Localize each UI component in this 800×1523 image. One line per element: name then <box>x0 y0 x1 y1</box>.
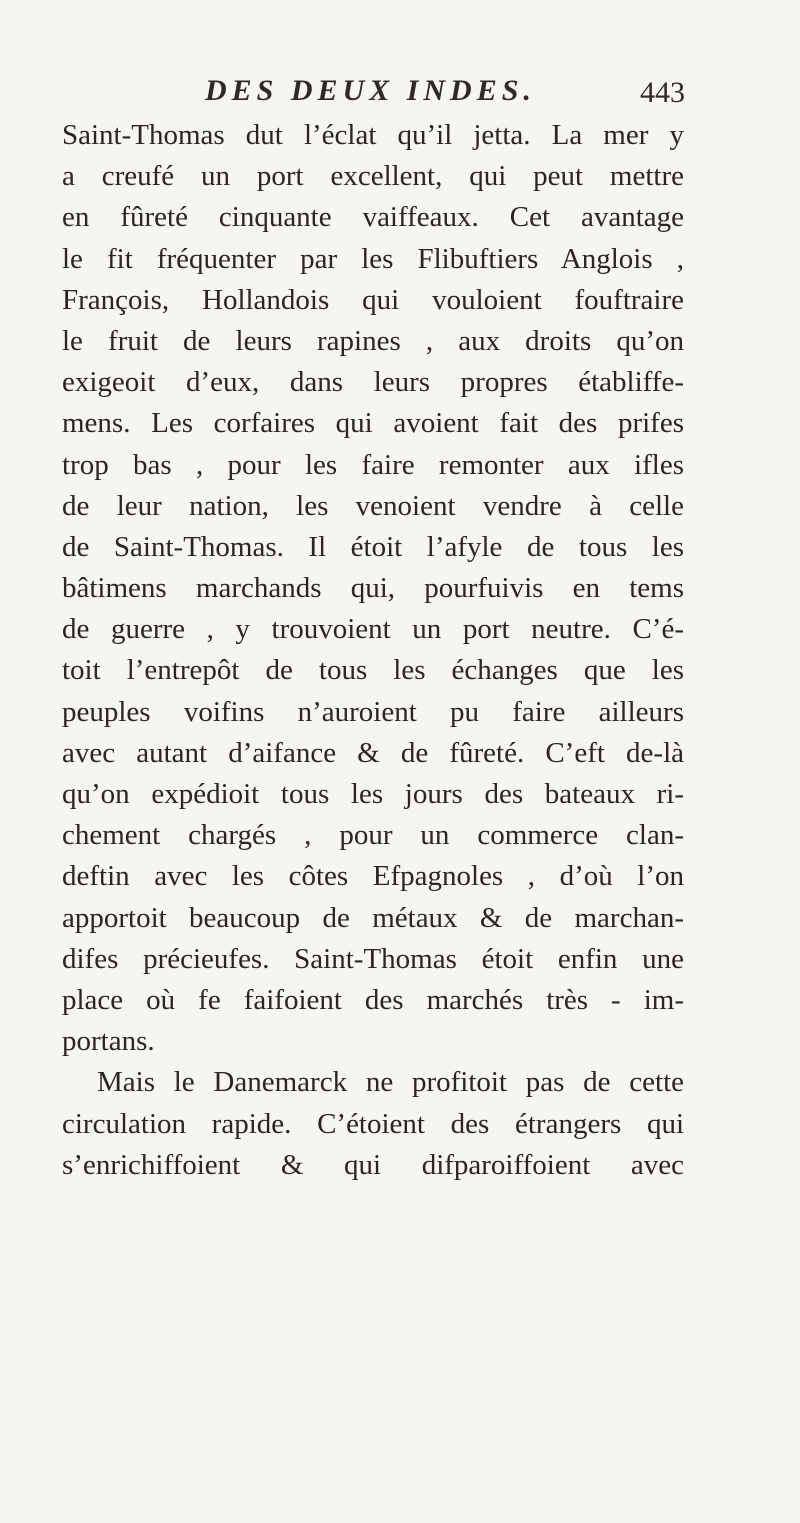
text-line: deftin avec les côtes Efpagnoles , d’où l’on <box>62 860 684 893</box>
text-line: peuples voifins n’auroient pu faire ailleurs <box>62 695 684 728</box>
text-line: exigeoit d’eux, dans leurs propres établiffe- <box>62 366 684 399</box>
text-line: a creufé un port excellent, qui peut mettre <box>62 160 684 193</box>
text-line: François, Hollandois qui vouloient fouftraire <box>62 283 684 316</box>
text-line: mens. Les corfaires qui avoient fait des prifes <box>62 407 684 440</box>
text-line: le fit fréquenter par les Flibuftiers Anglois , <box>62 242 684 275</box>
text-line: en fûreté cinquante vaiffeaux. Cet avantage <box>62 201 684 234</box>
text-line: bâtimens marchands qui, pourfuivis en tems <box>62 572 684 605</box>
text-line: de guerre , y trouvoient un port neutre. C’é- <box>62 613 684 646</box>
body-text <box>62 115 684 1186</box>
running-header <box>205 70 685 114</box>
text-line: s’enrichiffoient & qui difparoiffoient avec <box>62 1148 684 1181</box>
page-number: 443 <box>640 76 685 109</box>
running-title: DES DEUX INDES. <box>205 74 536 107</box>
text-line: de Saint-Thomas. Il étoit l’afyle de tous les <box>62 530 684 563</box>
paragraph-1 <box>62 115 684 1062</box>
text-line: apportoit beaucoup de métaux & de marchan- <box>62 901 684 934</box>
text-line: portans. <box>62 1025 155 1058</box>
text-line: trop bas , pour les faire remonter aux ifles <box>62 448 684 481</box>
text-line: Saint-Thomas dut l’éclat qu’il jetta. La mer y <box>62 119 684 151</box>
text-line: qu’on expédioit tous les jours des bateaux ri- <box>62 778 684 810</box>
text-line: Mais le Danemarck ne profitoit pas de cette <box>97 1066 684 1099</box>
text-line: toit l’entrepôt de tous les échanges que les <box>62 654 684 687</box>
text-line: de leur nation, les venoient vendre à celle <box>62 489 684 522</box>
paragraph-2 <box>62 1062 684 1186</box>
text-line: difes précieufes. Saint-Thomas étoit enfin une <box>62 942 684 975</box>
text-line: chement chargés , pour un commerce clan- <box>62 819 684 852</box>
text-line: avec autant d’aifance & de fûreté. C’eft de-là <box>62 736 684 769</box>
text-line: circulation rapide. C’étoient des étrangers qui <box>62 1107 684 1140</box>
text-line: le fruit de leurs rapines , aux droits qu’on <box>62 324 684 357</box>
text-line: place où fe faifoient des marchés très - im- <box>62 983 684 1016</box>
